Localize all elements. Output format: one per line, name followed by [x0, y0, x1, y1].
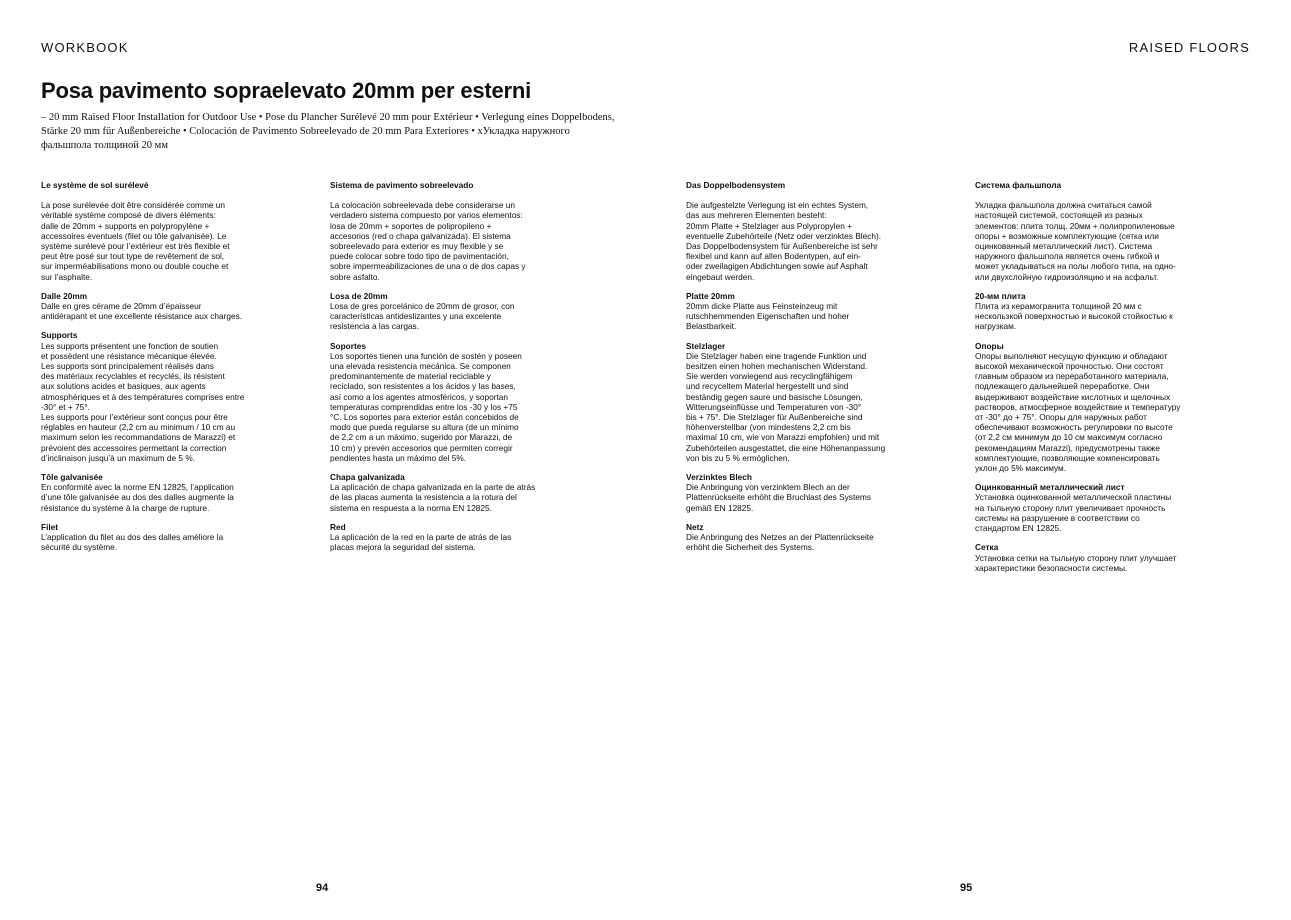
section-dalle [41, 291, 273, 322]
section-chapa [330, 472, 562, 513]
column-intro: Die aufgestelzte Verlegung ist ein echtes System, das aus mehreren Elementen besteht: 20mm Platte + Stelzlager aus Polypropylen + eventuelle Zubehörteile (Netz oder verzinktes Blech). Das Doppelbodensystem für Außenbereiche ist sehr flexibel und kann auf allen Bodentypen, auf ein- oder zweilagigen Abdichtungen sowie auf Asphalt eingebaut werden. [686, 200, 882, 282]
section-text: Die Anbringung von verzinktem Blech an der Plattenrückseite erhöht die Bruchlast des Systems gemäß EN 12825. [686, 482, 871, 513]
section-soportes [330, 341, 562, 463]
section-platte [686, 291, 918, 332]
section-blech [686, 472, 918, 513]
section-heading: Опоры [975, 340, 1004, 351]
column-title: Le système de sol surélevé [41, 180, 149, 190]
column-title: Sistema de pavimento sobreelevado [330, 180, 474, 190]
section-plita [975, 291, 1207, 332]
section-text: 20mm dicke Platte aus Feinsteinzeug mit rutschhemmenden Eigenschaften und hoher Belastbarkeit. [686, 301, 850, 332]
section-heading: Stelzlager [686, 340, 726, 351]
section-setka [975, 542, 1207, 573]
page-number-left: 94 [316, 882, 329, 894]
column-title: Das Doppelbodensystem [686, 180, 786, 190]
section-stelzlager [686, 341, 918, 463]
section-heading: Filet [41, 521, 59, 532]
section-heading: Platte 20mm [686, 290, 735, 301]
section-text: Die Anbringung des Netzes an der Plattenrückseite erhöht die Sicherheit des Systems. [686, 532, 874, 553]
header-raised-floors: RAISED FLOORS [1128, 40, 1250, 55]
page-number-right: 95 [960, 882, 973, 894]
section-losa [330, 291, 562, 332]
section-heading: Chapa galvanizada [330, 472, 405, 483]
section-heading: Red [330, 521, 346, 532]
column-russian [975, 180, 1207, 582]
section-netz [686, 522, 918, 553]
column-title: Система фальшпола [975, 180, 1062, 190]
column-german [686, 180, 918, 562]
column-spanish [330, 180, 562, 562]
page-title: Posa pavimento sopraelevato 20mm per esterni [41, 78, 532, 103]
section-heading: Losa de 20mm [330, 290, 388, 301]
section-tole [41, 472, 273, 513]
column-french [41, 180, 273, 562]
column-intro: La pose surélevée doit être considérée comme un véritable système composé de divers éléments: dalle de 20mm + supports en polypropylène + accessoires éventuels (filet ou tôle galvanisée). Le système surélevé pour l’extérieur est très flexible et peut être posé sur tout type de revêtement de sol, sur imperméabilisations mono ou double couche et sur l’asphalte. [41, 200, 230, 282]
section-text: Les supports présentent une fonction de soutien et possèdent une résistance mécanique élevée. Les supports sont principalement réalisés dans des matériaux recyclables et recyclés, ils résistent aux solutions acides et basiques, aux agents atmosphériques et à des températures comprises entre -30° et + 75°. Les supports pour l’extérieur sont conçus pour être réglables en hauteur (2,2 cm au minimum / 10 cm au maximum selon les recommandations de Marazzi) et prévoient des accessoires permettant la correction d’inclinaison jusqu’à un maximum de 5 %. [41, 340, 245, 463]
section-heading: Dalle 20mm [41, 290, 88, 301]
section-text: L’application du filet au dos des dalles améliore la sécurité du système. [41, 532, 224, 553]
section-heading: 20-мм плита [975, 290, 1026, 301]
section-text: Установка оцинкованной металлической пластины на тыльную сторону плит увеличивает прочность системы на разрушение в соответствии со стандартом EN 12825. [975, 492, 1172, 534]
section-heading: Netz [686, 521, 704, 532]
section-heading: Soportes [330, 340, 366, 351]
section-text: Losa de gres porcelánico de 20mm de grosor, con características antideslizantes y una excelente resistencia a las cargas. [330, 301, 515, 332]
section-text: Плита из керамогранита толщиной 20 мм с нескользкой поверхностью и высокой стойкостью к нагрузкам. [975, 301, 1173, 332]
section-supports [41, 330, 273, 463]
page-subtitle: – 20 mm Raised Floor Installation for Outdoor Use • Pose du Plancher Surélevé 20 mm pour Extérieur • Verlegung eines Doppelbodens, Stärke 20 mm für Außenbereiche • Colocación de Pavimento Sobreelevado de 20 mm Para Exteriores • хУкладка наружного фальшпола толщиной 20 мм [41, 112, 615, 151]
section-text: Los soportes tienen una función de sostén y poseen una elevada resistencia mecánica. Se componen predominantemente de material reciclable y reciclado, son resistentes a los ácidos y las bases, así como a los agentes atmosféricos, y soportan temperaturas comprendidas entre los -30 y los +75 °C. Los soportes para exterior están concebidos de modo que pueda regularse su altura (de un mínimo de 2,2 cm a un máximo, sugerido por Marazzi, de 10 cm) y prevén accesorios que permiten corregir pendientes hasta un máximo del 5%. [330, 350, 522, 463]
section-text: En conformité avec la norme EN 12825, l’application d’une tôle galvanisée au dos des dalles augmente la résistance du système à la charge de rupture. [41, 482, 234, 513]
section-text: Die Stelzlager haben eine tragende Funktion und besitzen einen hohen mechanischen Widerstand. Sie werden vorwiegend aus recyclingfähigem und recyceltem Material hergestellt und sind beständig gegen saure und basische Lösungen, Witterungseinflüsse und Temperaturen von -30° bis + 75°. Die Stelzlager für Außenbereiche sind höhenverstellbar (von mindestens 2,2 cm bis maximal 10 cm, wie von Marazzi empfohlen) und mit Zubehörteilen ausgestattet, die eine Höhenanpassung von bis zu 5 % ermöglichen. [686, 350, 886, 463]
section-text: Опоры выполняют несущую функцию и обладают высокой механической прочностью. Они состоят главным образом из переработанного материала, подлежащего дальнейшей переработке. Они выдерживают воздействие кислотных и щелочных растворов, атмосферное воздействие и температуру от -30° до + 75°. Опоры для наружных работ обеспечивают возможность регулировки по высоте (от 2,2 см минимум до 10 см максимум согласно рекомендациям Marazzi), предусмотрены также комплектующие, позволяющие компенсировать уклон до 5% максимум. [975, 350, 1181, 474]
section-text: La aplicación de chapa galvanizada en la parte de atrás de las placas aumenta la resistencia a la rotura del sistema en respuesta a la norma EN 12825. [330, 482, 536, 513]
section-text: Установка сетки на тыльную сторону плит улучшает характеристики безопасности системы. [975, 552, 1177, 573]
column-intro: La colocación sobreelevada debe considerarse un verdadero sistema compuesto por varios elementos: losa de 20mm + soportes de polipropileno + accesorios (red o chapa galvanizada). El sistema sobreelevado para exterior es muy flexible y se puede colocar sobre todo tipo de pavimentación, sobre impermeabilizaciones de una o de dos capas y sobre asfalto. [330, 200, 526, 282]
header-workbook: WORKBOOK [41, 40, 129, 55]
section-heading: Оцинкованный металлический лист [975, 482, 1125, 493]
section-red [330, 522, 562, 553]
section-heading: Verzinktes Blech [686, 472, 752, 483]
section-heading: Supports [41, 330, 78, 341]
section-filet [41, 522, 273, 553]
section-text: La aplicación de la red en la parte de atrás de las placas mejora la seguridad del sistema. [330, 532, 512, 553]
section-list [975, 482, 1207, 533]
section-opory [975, 341, 1207, 474]
section-heading: Сетка [975, 542, 999, 553]
section-heading: Tôle galvanisée [41, 472, 103, 483]
section-text: Dalle en gres cérame de 20mm d’épaisseur antidérapant et une excellente résistance aux charges. [41, 301, 243, 322]
column-intro: Укладка фальшпола должна считаться самой настоящей системой, состоящей из разных элементов: плита толщ. 20мм + полипропиленовые опоры + возможные комплектующие (сетка или оцинкованный металлический лист). Система наружного фальшпола является очень гибкой и может укладываться на полы любого типа, на одно- или двухслойную гидроизоляцию и на асфальт. [975, 200, 1176, 282]
